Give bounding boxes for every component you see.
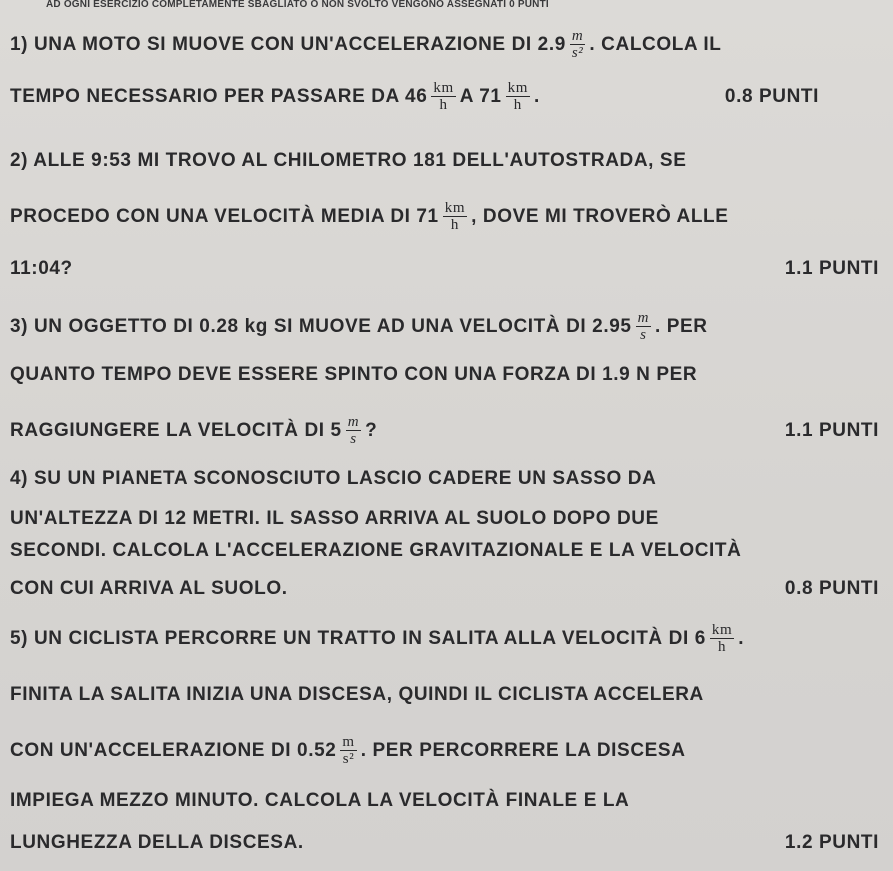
- q3-line-2: [10, 364, 879, 386]
- q1-frac2-num: km: [433, 80, 454, 96]
- q3-text-3a: RAGGIUNGERE LA VELOCITÀ DI 5: [10, 419, 342, 441]
- q1-text-2c: .: [533, 85, 540, 107]
- q5-line-4: [10, 790, 879, 812]
- q5-frac2-num: m: [342, 734, 355, 750]
- q5-line-3: [10, 734, 879, 767]
- q4-line-2: [10, 508, 879, 530]
- q4-line-3: [10, 540, 879, 562]
- q3-text-1a: 3) UN OGGETTO DI 0.28 kg SI MUOVE AD UNA VELOCITÀ DI 2.95: [10, 315, 632, 337]
- q5-text-4: IMPIEGA MEZZO MINUTO. CALCOLA LA VELOCITÀ FINALE E LA: [10, 790, 630, 811]
- q3-fraction-speed: [636, 310, 651, 343]
- q5-fraction-acc: [340, 734, 356, 767]
- q1-fraction-speed-1: [431, 80, 455, 113]
- q2-text-2a: PROCEDO CON UNA VELOCITÀ MEDIA DI 71: [10, 205, 439, 227]
- q2-frac-num: km: [444, 200, 466, 216]
- q1-text-1b: . CALCOLA IL: [589, 33, 722, 55]
- q5-frac-den: h: [718, 639, 727, 655]
- q4-line-4: [10, 578, 879, 600]
- q5-text-3a: CON UN'ACCELERAZIONE DI 0.52: [10, 739, 337, 761]
- q4-text-1: 4) SU UN PIANETA SCONOSCIUTO LASCIO CADERE UN SASSO DA: [10, 468, 657, 489]
- q5-line-1: [10, 622, 879, 655]
- q1-line-1: [10, 28, 879, 61]
- q1-text-2a: TEMPO NECESSARIO PER PASSARE DA 46: [10, 85, 428, 107]
- q1-frac-den: s²: [571, 45, 584, 61]
- q2-line-1: [10, 150, 879, 172]
- q2-frac-den: h: [450, 217, 459, 233]
- q4-text-2: UN'ALTEZZA DI 12 METRI. IL SASSO ARRIVA AL SUOLO DOPO DUE: [10, 508, 659, 529]
- worksheet-header: AD OGNI ESERCIZIO COMPLETAMENTE SBAGLIATO O NON SVOLTO VENGONO ASSEGNATI 0 PUNTI: [46, 0, 549, 10]
- q2-text-3: 11:04?: [10, 258, 73, 279]
- q3-frac-den: s: [640, 327, 647, 343]
- q5-points: 1.2 PUNTI: [784, 832, 879, 853]
- q5-text-2: FINITA LA SALITA INIZIA UNA DISCESA, QUINDI IL CICLISTA ACCELERA: [10, 684, 704, 705]
- q2-points: 1.1 PUNTI: [784, 258, 879, 279]
- q2-line-2: [10, 200, 879, 233]
- q5-line-5: [10, 832, 879, 854]
- q3-text-1b: . PER: [655, 315, 708, 337]
- q3-frac2-num: m: [347, 414, 360, 430]
- q2-fraction-speed: [443, 200, 467, 233]
- q5-text-5: LUNGHEZZA DELLA DISCESA.: [10, 832, 304, 853]
- q5-text-3b: . PER PERCORRERE LA DISCESA: [360, 739, 686, 761]
- q1-frac-num: m: [571, 28, 584, 44]
- q3-text-2: QUANTO TEMPO DEVE ESSERE SPINTO CON UNA FORZA DI 1.9 N PER: [10, 364, 698, 385]
- q5-frac2-den: s²: [342, 751, 355, 767]
- q1-frac3-num: km: [507, 80, 528, 96]
- q4-points: 0.8 PUNTI: [784, 578, 879, 599]
- q3-frac2-den: s: [350, 431, 357, 447]
- q2-line-3: [10, 258, 879, 280]
- q2-text-1: 2) ALLE 9:53 MI TROVO AL CHILOMETRO 181 DELL'AUTOSTRADA, SE: [10, 150, 687, 171]
- q3-line-1: [10, 310, 879, 343]
- q1-fraction-speed-2: [506, 80, 530, 113]
- q3-frac-num: m: [637, 310, 649, 326]
- q1-frac3-den: h: [513, 97, 522, 113]
- q4-line-1: [10, 468, 879, 490]
- q3-points: 1.1 PUNTI: [784, 419, 879, 441]
- q4-text-3: SECONDI. CALCOLA L'ACCELERAZIONE GRAVITAZIONALE E LA VELOCITÀ: [10, 540, 742, 561]
- q3-line-3: [10, 414, 879, 447]
- q5-line-2: [10, 684, 879, 706]
- q2-text-2b: , DOVE MI TROVERÒ ALLE: [471, 205, 729, 227]
- q1-text-1a: 1) UNA MOTO SI MUOVE CON UN'ACCELERAZIONE DI 2.9: [10, 33, 566, 55]
- q1-text-2b: A 71: [459, 85, 502, 107]
- q3-fraction-target-speed: [346, 414, 361, 447]
- q1-frac2-den: h: [439, 97, 448, 113]
- q5-frac-num: km: [711, 622, 733, 638]
- q4-text-4: CON CUI ARRIVA AL SUOLO.: [10, 578, 288, 599]
- q1-points: 0.8 PUNTI: [724, 85, 819, 107]
- q1-line-2: [10, 80, 879, 113]
- q1-fraction-acc: [570, 28, 586, 61]
- q5-fraction-speed: [710, 622, 734, 655]
- q5-text-1a: 5) UN CICLISTA PERCORRE UN TRATTO IN SALITA ALLA VELOCITÀ DI 6: [10, 627, 706, 649]
- q3-text-3b: ?: [365, 419, 378, 441]
- q5-text-1b: .: [738, 627, 745, 649]
